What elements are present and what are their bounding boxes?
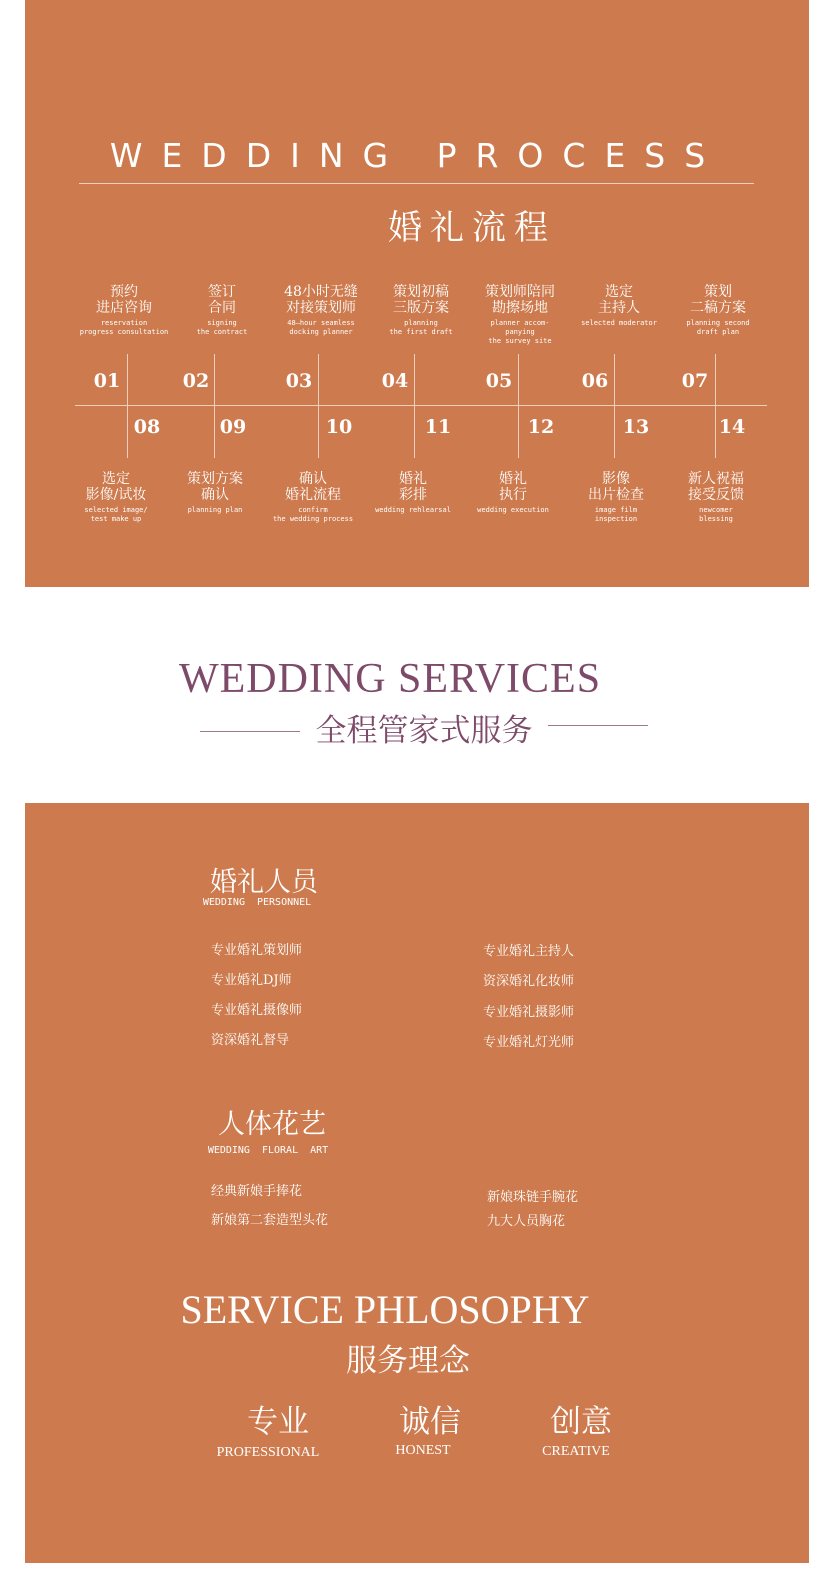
process-step-number: 14	[718, 416, 746, 438]
process-step-label-en: planner accom- panying the survey site	[488, 319, 552, 345]
value-cn: 创意	[550, 1404, 612, 1440]
process-step-number: 10	[325, 416, 353, 438]
process-step-number: 09	[219, 416, 247, 438]
process-step-label-en: selected image/ test make up	[84, 506, 148, 523]
process-step-label-cn: 策划初稿 三版方案	[393, 284, 449, 316]
process-step-number: 05	[485, 370, 513, 392]
process-step-label-en: image film inspection	[594, 506, 638, 523]
process-step-number: 01	[93, 370, 121, 392]
process-step-number: 03	[285, 370, 313, 392]
process-step	[389, 284, 452, 337]
services-right-divider	[548, 725, 648, 726]
timeline-tick	[318, 406, 319, 458]
floral-title-cn: 人体花艺	[218, 1109, 326, 1140]
process-step-number: 13	[622, 416, 650, 438]
process-step-label-cn: 婚礼 彩排	[398, 471, 427, 503]
personnel-item: 专业婚礼摄影师	[483, 1005, 575, 1020]
process-step	[84, 471, 147, 524]
timeline-tick	[318, 354, 319, 406]
timeline-tick	[715, 354, 716, 406]
process-step-label-en: wedding rehlearsal	[375, 506, 451, 514]
process-step-label-cn: 策划师陪同 勘擦场地	[485, 284, 555, 316]
process-step-label-cn: 签订 合同	[207, 284, 236, 316]
process-step	[686, 284, 749, 337]
value-en: CREATIVE	[542, 1444, 610, 1459]
process-step-label-en: 48—hour seamless docking planner	[287, 319, 355, 336]
personnel-item: 专业婚礼摄像师	[211, 1003, 303, 1018]
floral-title-en: WEDDING FLORAL ART	[207, 1145, 329, 1156]
process-step-label-en: planning plan	[187, 506, 243, 514]
process-step-number: 12	[527, 416, 555, 438]
timeline-tick	[127, 406, 128, 458]
process-step-label-en: wedding execution	[477, 506, 549, 514]
process-step-label-cn: 策划方案 确认	[187, 471, 243, 503]
process-step	[273, 471, 353, 524]
timeline-tick	[614, 354, 615, 406]
process-step	[187, 471, 243, 515]
timeline-tick	[614, 406, 615, 458]
philosophy-title-en: SERVICE PHLOSOPHY	[180, 1287, 590, 1332]
process-step-label-cn: 婚礼 执行	[499, 471, 527, 503]
process-step-label-en: newcomer blessing	[699, 506, 733, 523]
process-timeline	[75, 405, 767, 406]
process-step-number: 06	[581, 370, 609, 392]
timeline-tick	[715, 406, 716, 458]
process-step-label-en: confirm the wedding process	[272, 506, 354, 523]
process-step	[688, 471, 744, 524]
process-step-label-cn: 新人祝福 接受反馈	[688, 471, 744, 503]
value-cn: 专业	[247, 1404, 309, 1440]
process-step-label-cn: 选定 影像/试妆	[85, 471, 147, 503]
process-title-en: WEDDING PROCESS	[109, 136, 725, 175]
personnel-item: 资深婚礼化妆师	[483, 974, 575, 989]
process-step	[284, 284, 358, 337]
process-step-label-cn: 影像 出片检查	[588, 471, 644, 503]
timeline-tick	[414, 354, 415, 406]
timeline-tick	[414, 406, 415, 458]
floral-item: 新娘珠链手腕花	[487, 1190, 579, 1205]
process-step	[375, 471, 451, 515]
services-left-divider	[200, 731, 300, 732]
timeline-tick	[214, 406, 215, 458]
value-cn: 诚信	[399, 1404, 461, 1440]
process-title-divider	[79, 183, 754, 184]
process-step-number: 04	[381, 370, 409, 392]
process-step-label-cn: 确认 婚礼流程	[284, 471, 341, 503]
process-step-number: 02	[182, 370, 210, 392]
philosophy-title-cn: 服务理念	[346, 1343, 470, 1379]
process-step	[588, 471, 644, 524]
personnel-item: 资深婚礼督导	[211, 1033, 290, 1048]
timeline-tick	[214, 354, 215, 406]
process-step-label-en: planning second draft plan	[686, 319, 750, 336]
process-step	[477, 471, 549, 515]
personnel-item: 专业婚礼策划师	[211, 943, 303, 958]
floral-item: 经典新娘手捧花	[211, 1184, 303, 1199]
process-step-label-cn: 选定 主持人	[597, 284, 640, 316]
timeline-tick	[518, 406, 519, 458]
process-step	[80, 284, 169, 337]
process-step	[485, 284, 555, 346]
process-step-number: 07	[681, 370, 709, 392]
personnel-title-en: WEDDING PERSONNEL	[202, 897, 312, 908]
process-step-label-en: selected moderator	[581, 319, 657, 327]
value-en: HONEST	[395, 1443, 451, 1458]
process-step-number: 08	[133, 416, 161, 438]
process-step-label-cn: 预约 进店咨询	[95, 284, 152, 316]
process-step	[197, 284, 248, 337]
services-title-cn: 全程管家式服务	[315, 713, 533, 749]
process-step-label-cn: 48小时无缝 对接策划师	[284, 284, 358, 316]
process-step-label-en: signing the contract	[196, 319, 248, 336]
process-step-label-en: reservation progress consultation	[79, 319, 169, 336]
personnel-title-cn: 婚礼人员	[210, 867, 318, 898]
process-step	[581, 284, 657, 328]
timeline-tick	[127, 354, 128, 406]
services-title-en: WEDDING SERVICES	[178, 656, 602, 702]
floral-item: 九大人员胸花	[487, 1214, 566, 1229]
timeline-tick	[518, 354, 519, 406]
process-step-label-en: planning the first draft	[389, 319, 453, 336]
personnel-item: 专业婚礼主持人	[483, 944, 575, 959]
process-title-cn: 婚礼流程	[388, 208, 556, 248]
process-step-number: 11	[424, 416, 452, 438]
value-en: PROFESSIONAL	[216, 1445, 320, 1460]
personnel-item: 专业婚礼灯光师	[483, 1035, 575, 1050]
process-step-label-cn: 策划 二稿方案	[690, 284, 746, 316]
floral-item: 新娘第二套造型头花	[211, 1213, 329, 1228]
personnel-item: 专业婚礼DJ师	[211, 973, 292, 988]
